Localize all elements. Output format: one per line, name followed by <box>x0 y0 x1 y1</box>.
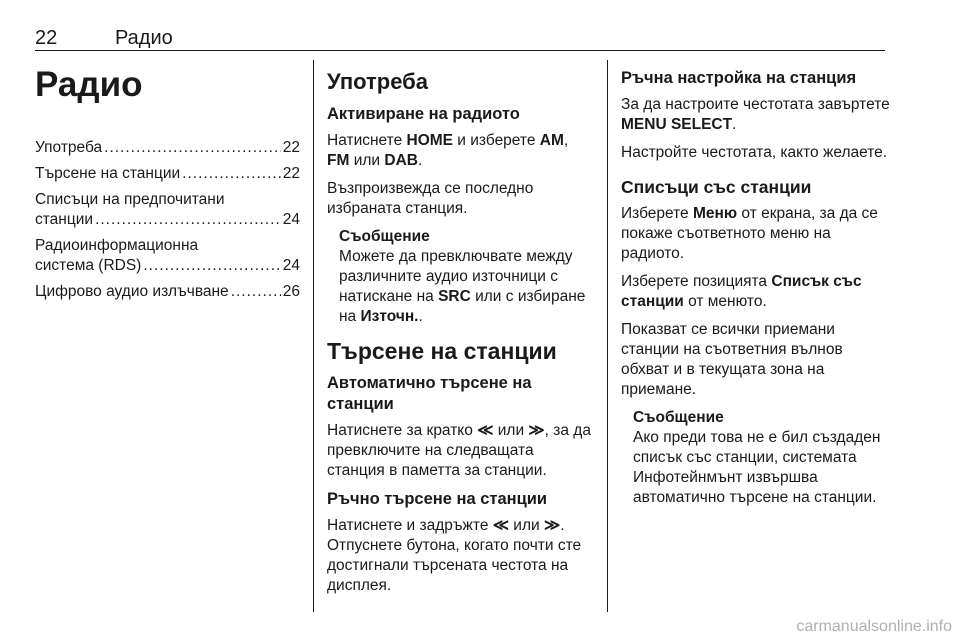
toc-item[interactable] <box>35 164 300 184</box>
subheading-station-lists: Списъци със станции <box>621 177 812 197</box>
menu-select-key: MENU SELECT <box>621 116 733 133</box>
toc-leader <box>143 256 280 276</box>
running-title: Радио <box>115 27 173 49</box>
toc-item-page: 24 <box>282 257 300 274</box>
note-title: Съобщение <box>633 409 724 426</box>
home-key: HOME <box>406 132 453 149</box>
toc-item-label: Търсене на станции <box>35 165 181 182</box>
note-box <box>339 227 595 327</box>
subheading-manual-tuning: Ръчна настройка на станция <box>621 69 857 87</box>
column-divider-1 <box>313 60 314 612</box>
paragraph-last-station: Възпроизвежда се последно избраната станция. <box>327 180 534 217</box>
toc-item-label: система (RDS) <box>35 257 142 274</box>
seek-back-icon: ≪ <box>477 422 494 439</box>
toc-item-page: 24 <box>282 211 300 228</box>
paragraph-tuning: За да настроите честотата завъртете MENU SELECT. <box>621 96 890 133</box>
toc-leader <box>104 138 281 158</box>
toc-item-page: 22 <box>282 139 300 156</box>
toc-item-label-line1: Списъци на предпочитани <box>35 191 225 208</box>
toc-item-page: 26 <box>282 283 300 300</box>
toc-item[interactable] <box>35 282 300 302</box>
menu-label: Меню <box>692 205 738 222</box>
paragraph-select-menu: Изберете Меню от екрана, за да се покаже съответното меню на радиото. <box>621 205 878 262</box>
paragraph-adjust-frequency: Настройте честотата, както желаете. <box>621 144 888 161</box>
toc-item-label: станции <box>35 211 94 228</box>
paragraph-manual-search: Натиснете и задръжте ≪ или ≫. Отпуснете бутона, когато почти сте достигнали търсената честота на дисплея. <box>327 517 582 594</box>
paragraph-activate: Натиснете HOME и изберете AM, FM или DAB. <box>327 132 569 169</box>
subheading-auto-search: Автоматично търсене на станции <box>327 374 532 413</box>
column-right <box>621 60 891 516</box>
chapter-title: Радио <box>35 65 143 104</box>
toc-item-label-line1: Радиоинформационна <box>35 237 199 254</box>
note-title: Съобщение <box>339 228 430 245</box>
station-list-label: Списък със станции <box>621 273 862 310</box>
subheading-manual-search: Ръчно търсене на станции <box>327 490 548 508</box>
toc-item[interactable] <box>35 138 300 158</box>
src-key: SRC <box>438 288 471 305</box>
column-main <box>327 60 595 604</box>
source-label: Източн. <box>360 308 419 325</box>
page-number: 22 <box>35 27 58 49</box>
toc-item[interactable] <box>35 236 300 276</box>
column-toc <box>35 60 300 308</box>
paragraph-auto-search: Натиснете за кратко ≪ или ≫, за да превключите на следващата станция в паметта за станции. <box>327 422 591 479</box>
am-key: AM <box>539 132 564 149</box>
toc-item-label: Употреба <box>35 139 103 156</box>
section-heading-search: Търсене на станции <box>327 338 557 364</box>
toc-item-page: 22 <box>282 165 300 182</box>
toc-leader <box>182 164 281 184</box>
toc-leader <box>231 282 281 302</box>
subheading-activate-radio: Активиране на радиото <box>327 105 520 123</box>
toc-item-label: Цифрово аудио излъчване <box>35 283 229 300</box>
paragraph-select-list: Изберете позицията Списък със станции от менюто. <box>621 273 862 310</box>
note-box <box>633 408 891 508</box>
dab-key: DAB <box>384 152 418 169</box>
paragraph-received-stations: Показват се всички приемани станции на съответния вълнов обхват и в текущата зона на приемане. <box>621 321 843 398</box>
seek-forward-icon: ≫ <box>528 422 545 439</box>
seek-back-icon: ≪ <box>492 517 509 534</box>
toc-leader <box>95 210 281 230</box>
note-text: Ако преди това не е бил създаден списък със станции, системата Инфотейнмънт извършва автоматично търсене на станции. <box>633 429 881 506</box>
toc-item[interactable] <box>35 190 300 230</box>
column-divider-2 <box>607 60 608 612</box>
note-text: Можете да превключвате между различните аудио източници с натискане на SRC или с избиране на Източн.. <box>339 248 586 325</box>
seek-forward-icon: ≫ <box>543 517 561 534</box>
header-rule <box>35 50 885 51</box>
table-of-contents <box>35 138 300 302</box>
fm-key: FM <box>327 152 350 169</box>
section-heading-use: Употреба <box>327 69 429 94</box>
watermark: carmanualsonline.info <box>796 618 952 635</box>
